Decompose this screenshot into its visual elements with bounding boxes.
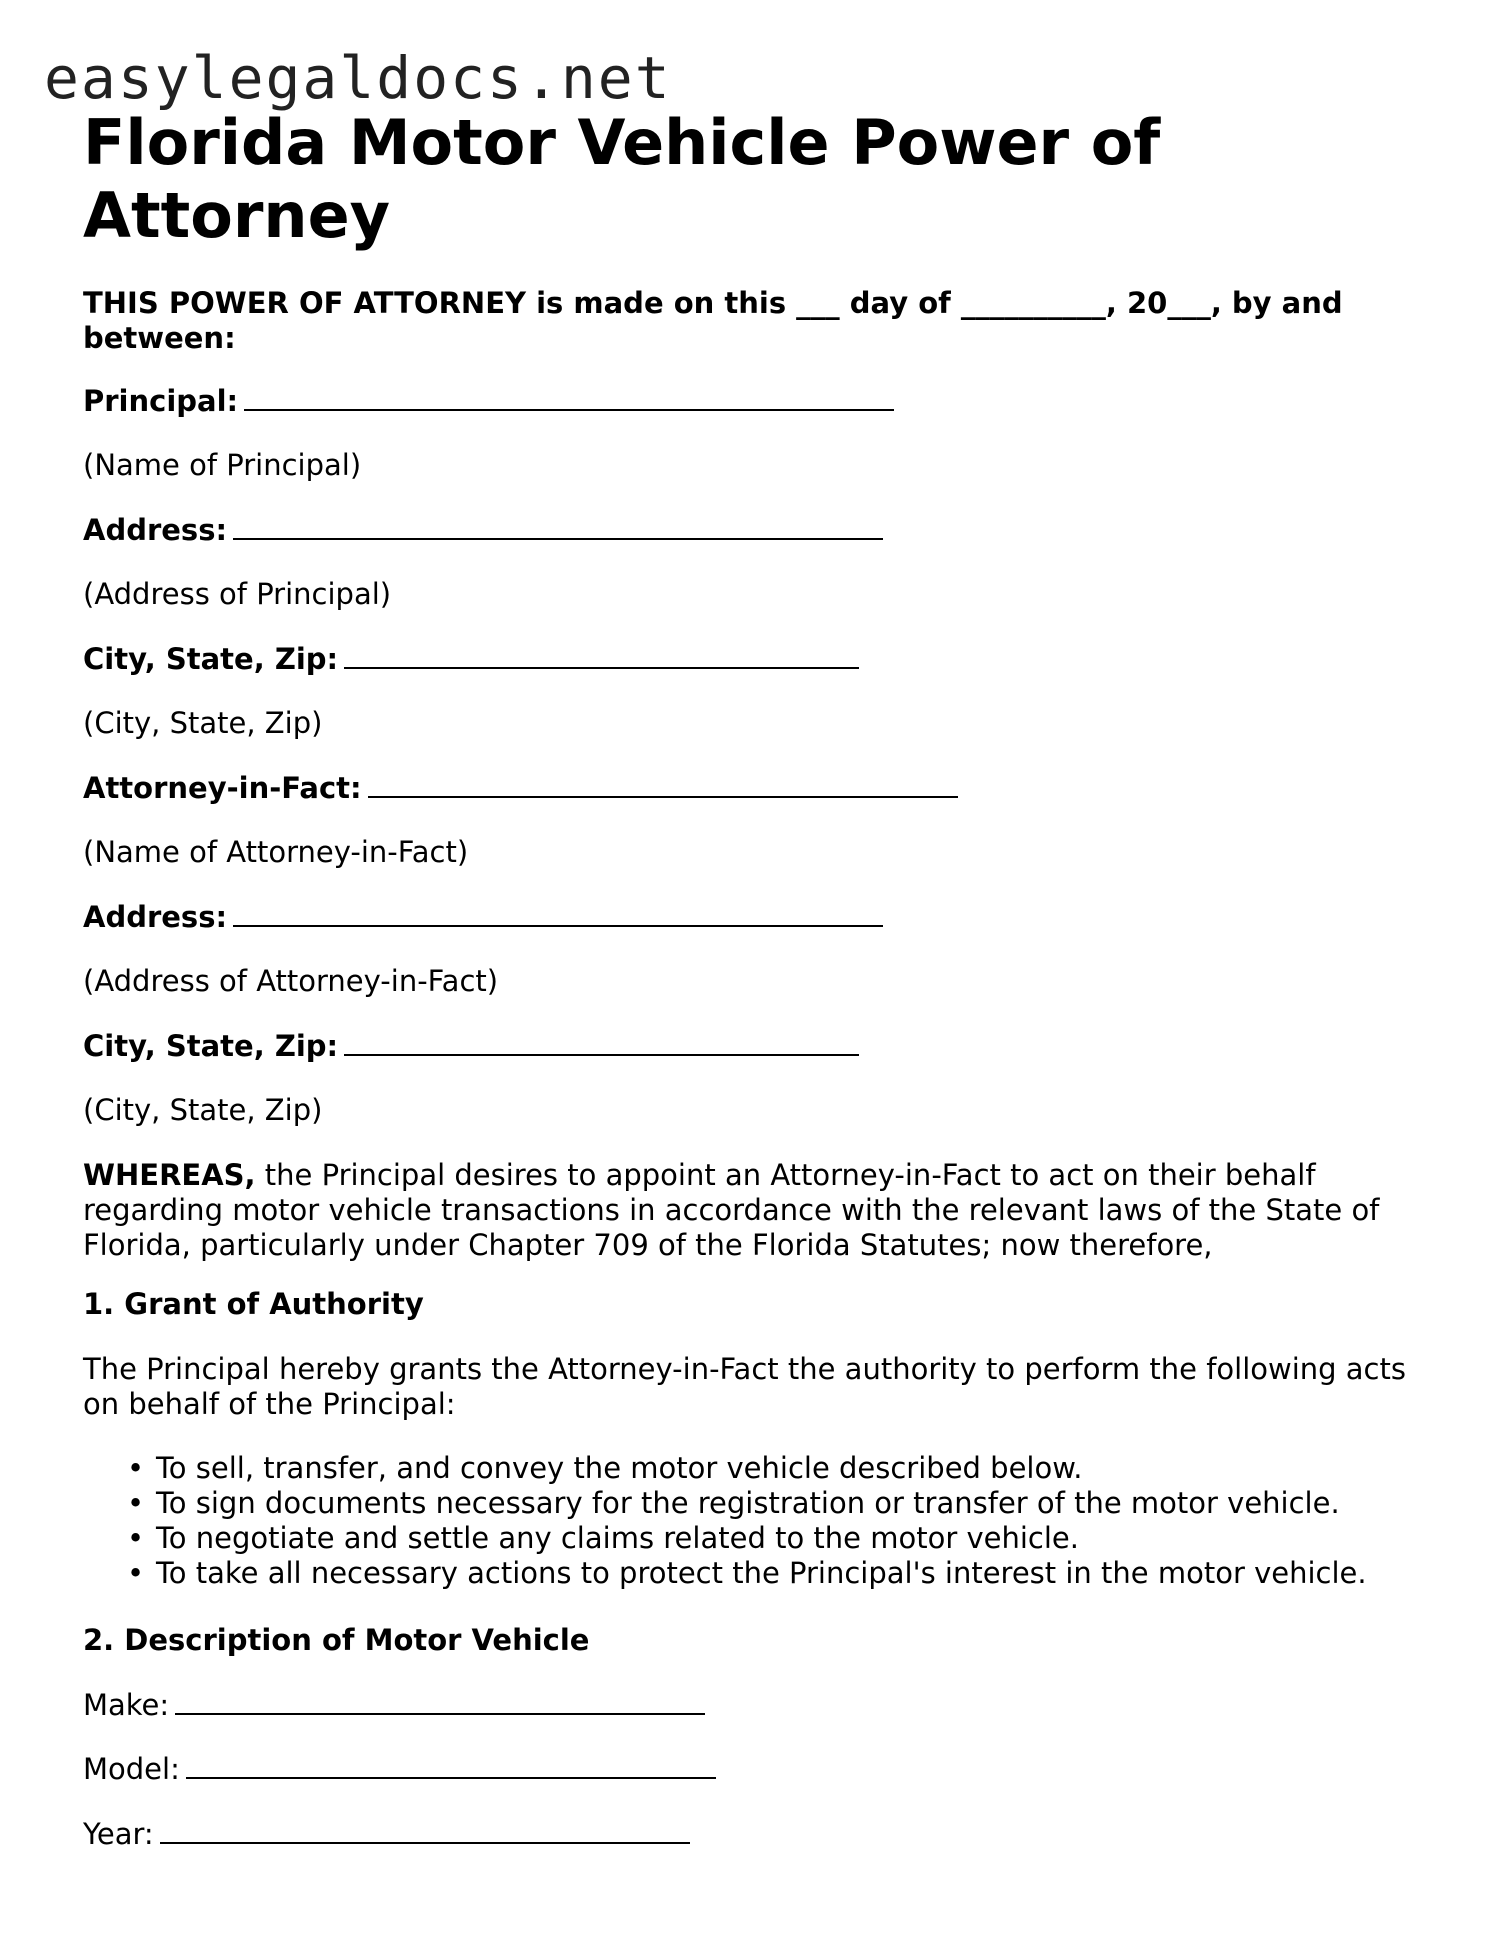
attorney-address-hint: (Address of Attorney-in-Fact): [83, 964, 499, 998]
section2-heading: 2. Description of Motor Vehicle: [83, 1623, 590, 1657]
section1-heading: 1. Grant of Authority: [83, 1287, 424, 1321]
vehicle-year-line: [83, 1817, 690, 1852]
attorney-name-line: [83, 771, 958, 806]
vehicle-model-line: [83, 1752, 716, 1787]
list-item: • To take all necessary actions to protect the Principal's interest in the motor vehicle.: [156, 1556, 1367, 1591]
attorney-address-blank[interactable]: [233, 924, 883, 927]
attorney-name-hint: (Name of Attorney-in-Fact): [83, 835, 469, 869]
vehicle-make-label: Make:: [83, 1688, 170, 1722]
whereas-text: the Principal desires to appoint an Attorney-in-Fact to act on their behalf regarding motor vehicle transactions in accordance with the relevant laws of the State of Florida, particularly under Chapter 709 of the Florida Statutes; now therefore,: [83, 1158, 1380, 1262]
principal-city-blank[interactable]: [344, 666, 859, 669]
attorney-city-hint: (City, State, Zip): [83, 1093, 323, 1127]
principal-address-hint: (Address of Principal): [83, 577, 392, 611]
site-watermark: easylegaldocs.net: [44, 44, 672, 112]
vehicle-model-label: Model:: [83, 1752, 180, 1786]
attorney-city-line: [83, 1029, 859, 1064]
attorney-name-blank[interactable]: [368, 795, 958, 798]
principal-address-blank[interactable]: [233, 537, 883, 540]
section1-text: The Principal hereby grants the Attorney-in-Fact the authority to perform the following acts on behalf of the Principal:: [83, 1352, 1406, 1421]
principal-name-label: Principal:: [83, 384, 239, 418]
principal-name-blank[interactable]: [244, 408, 894, 411]
attorney-name-label: Attorney-in-Fact:: [83, 771, 362, 805]
principal-city-label: City, State, Zip:: [83, 642, 339, 676]
attorney-address-label: Address:: [83, 900, 228, 934]
principal-name-hint: (Name of Principal): [83, 448, 362, 482]
principal-address-label: Address:: [83, 513, 228, 547]
vehicle-make-blank[interactable]: [175, 1712, 705, 1715]
authority-list: [83, 1451, 1367, 1591]
principal-city-hint: (City, State, Zip): [83, 706, 323, 740]
document-title: Florida Motor Vehicle Power of Attorney: [83, 106, 1161, 252]
vehicle-make-line: [83, 1688, 705, 1723]
intro-paragraph: THIS POWER OF ATTORNEY is made on this ___ day of __________, 20___, by and between:: [83, 286, 1343, 355]
list-item: • To negotiate and settle any claims related to the motor vehicle.: [156, 1521, 1367, 1556]
document: [83, 106, 1423, 1851]
whereas-lead: WHEREAS,: [83, 1158, 256, 1192]
vehicle-year-label: Year:: [83, 1817, 154, 1851]
attorney-address-line: [83, 900, 883, 935]
attorney-city-label: City, State, Zip:: [83, 1029, 339, 1063]
vehicle-year-blank[interactable]: [160, 1841, 690, 1844]
vehicle-model-blank[interactable]: [186, 1776, 716, 1779]
list-item: • To sell, transfer, and convey the motor vehicle described below.: [156, 1451, 1367, 1486]
principal-name-line: [83, 384, 894, 419]
attorney-city-blank[interactable]: [344, 1053, 859, 1056]
whereas-paragraph: [83, 1158, 1423, 1263]
principal-address-line: [83, 513, 883, 548]
principal-city-line: [83, 642, 859, 677]
list-item: • To sign documents necessary for the registration or transfer of the motor vehicle.: [156, 1486, 1367, 1521]
